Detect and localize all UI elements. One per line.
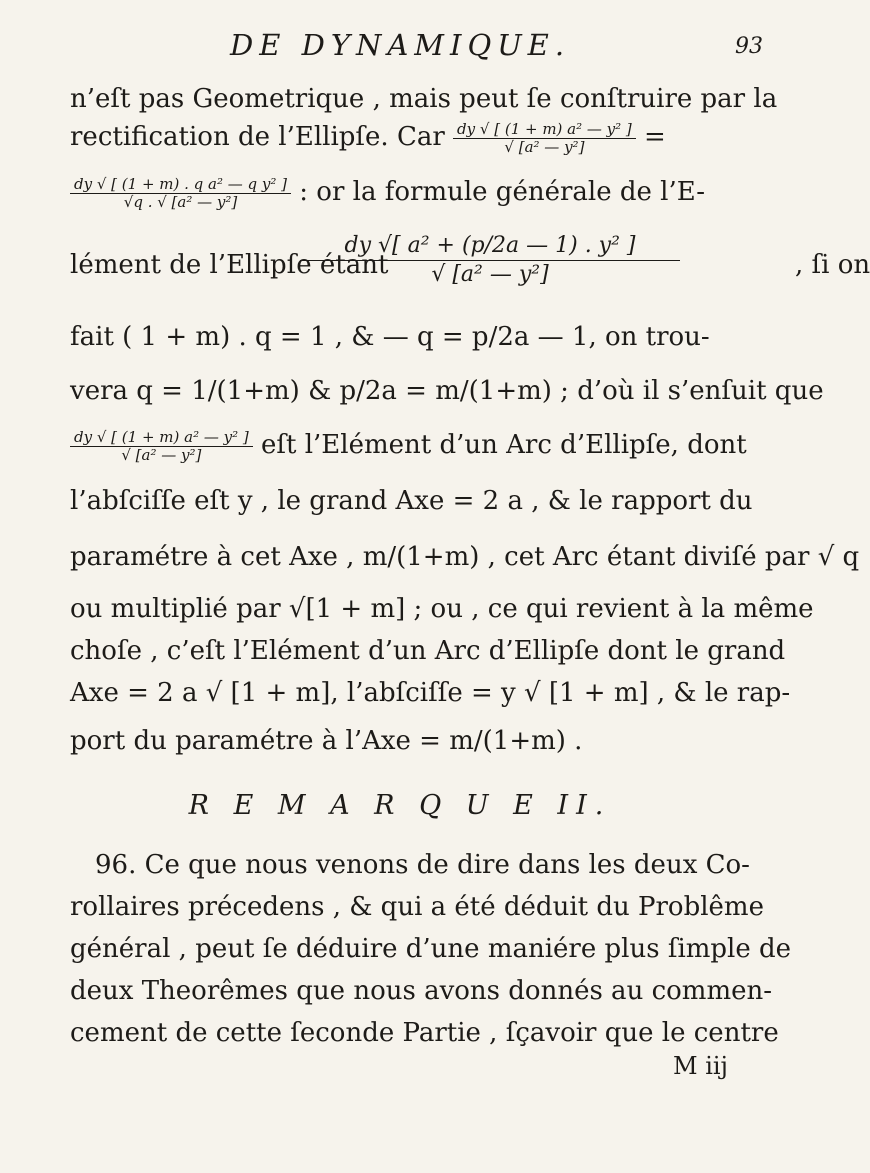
text-fragment: rectification de l’Ellipſe. Car <box>70 122 445 152</box>
fraction <box>70 429 253 464</box>
text-line: ou multiplié par √[1 + m] ; ou , ce qui revient à la même <box>70 594 814 624</box>
text-fragment: , ſi on <box>794 250 870 280</box>
text-line: fait ( 1 + m) . q = 1 , & — q = p/2a — 1, on trou- <box>70 322 710 352</box>
text-line: paramétre à cet Axe , m/(1+m) , cet Arc étant diviſé par √ q <box>70 542 860 572</box>
text-line <box>70 248 870 282</box>
text-line: n’eſt pas Geometrique , mais peut ſe conſtruire par la <box>70 84 778 114</box>
section-heading: R E M A R Q U E II. <box>188 790 612 821</box>
running-title: DE DYNAMIQUE. <box>229 28 571 62</box>
text-line <box>70 120 750 156</box>
fraction-numerator: dy √ [ (1 + m) . q a² — q y² ] <box>70 176 291 194</box>
formula-numerator: dy √[ a² + (p/2a — 1) . y² ] <box>300 232 680 261</box>
text-fragment: = <box>644 122 666 152</box>
fraction-denominator: √ [a² — y²] <box>121 445 202 464</box>
fraction-numerator: dy √ [ (1 + m) a² — y² ] <box>453 121 636 139</box>
formula-denominator: √ [a² — y²] <box>431 262 549 287</box>
text-line: choſe , c’eſt l’Elément d’un Arc d’Ellipſe dont le grand <box>70 636 786 666</box>
text-fragment: : or la formule générale de l’E- <box>299 177 705 207</box>
fraction-numerator: dy √ [ (1 + m) a² — y² ] <box>70 429 253 447</box>
text-line <box>70 428 750 464</box>
fraction <box>70 176 291 211</box>
fraction <box>453 121 636 156</box>
fraction-denominator: √q . √ [a² — y²] <box>123 192 238 211</box>
paragraph-line: deux Theorêmes que nous avons donnés au commen- <box>70 976 773 1006</box>
paragraph-line: rollaires précedens , & qui a été déduit du Problême <box>70 892 764 922</box>
text-fragment: lément de l’Ellipſe étant <box>70 250 389 280</box>
fraction-denominator: √ [a² — y²] <box>504 137 585 156</box>
text-fragment: eſt l’Elément d’un Arc d’Ellipſe, dont <box>261 430 747 460</box>
signature-mark: M iij <box>673 1052 728 1080</box>
paragraph-line: 96. Ce que nous venons de dire dans les deux Co- <box>95 850 750 880</box>
running-header <box>0 28 800 68</box>
text-line: vera q = 1/(1+m) & p/2a = m/(1+m) ; d’où il s’enſuit que <box>70 376 824 406</box>
paragraph-line: cement de cette ſeconde Partie , ſçavoir que le centre <box>70 1018 779 1048</box>
text-line: port du paramétre à l’Axe = m/(1+m) . <box>70 726 583 756</box>
text-line <box>70 175 750 211</box>
paragraph-line: général , peut ſe déduire d’une maniére plus ſimple de <box>70 934 792 964</box>
text-line: Axe = 2 a √ [1 + m], l’abſciſſe = y √ [1 + m] , & le rap- <box>70 678 791 708</box>
page-number: 93 <box>735 34 763 59</box>
text-line: l’abſciſſe eſt y , le grand Axe = 2 a , & le rapport du <box>70 486 753 516</box>
